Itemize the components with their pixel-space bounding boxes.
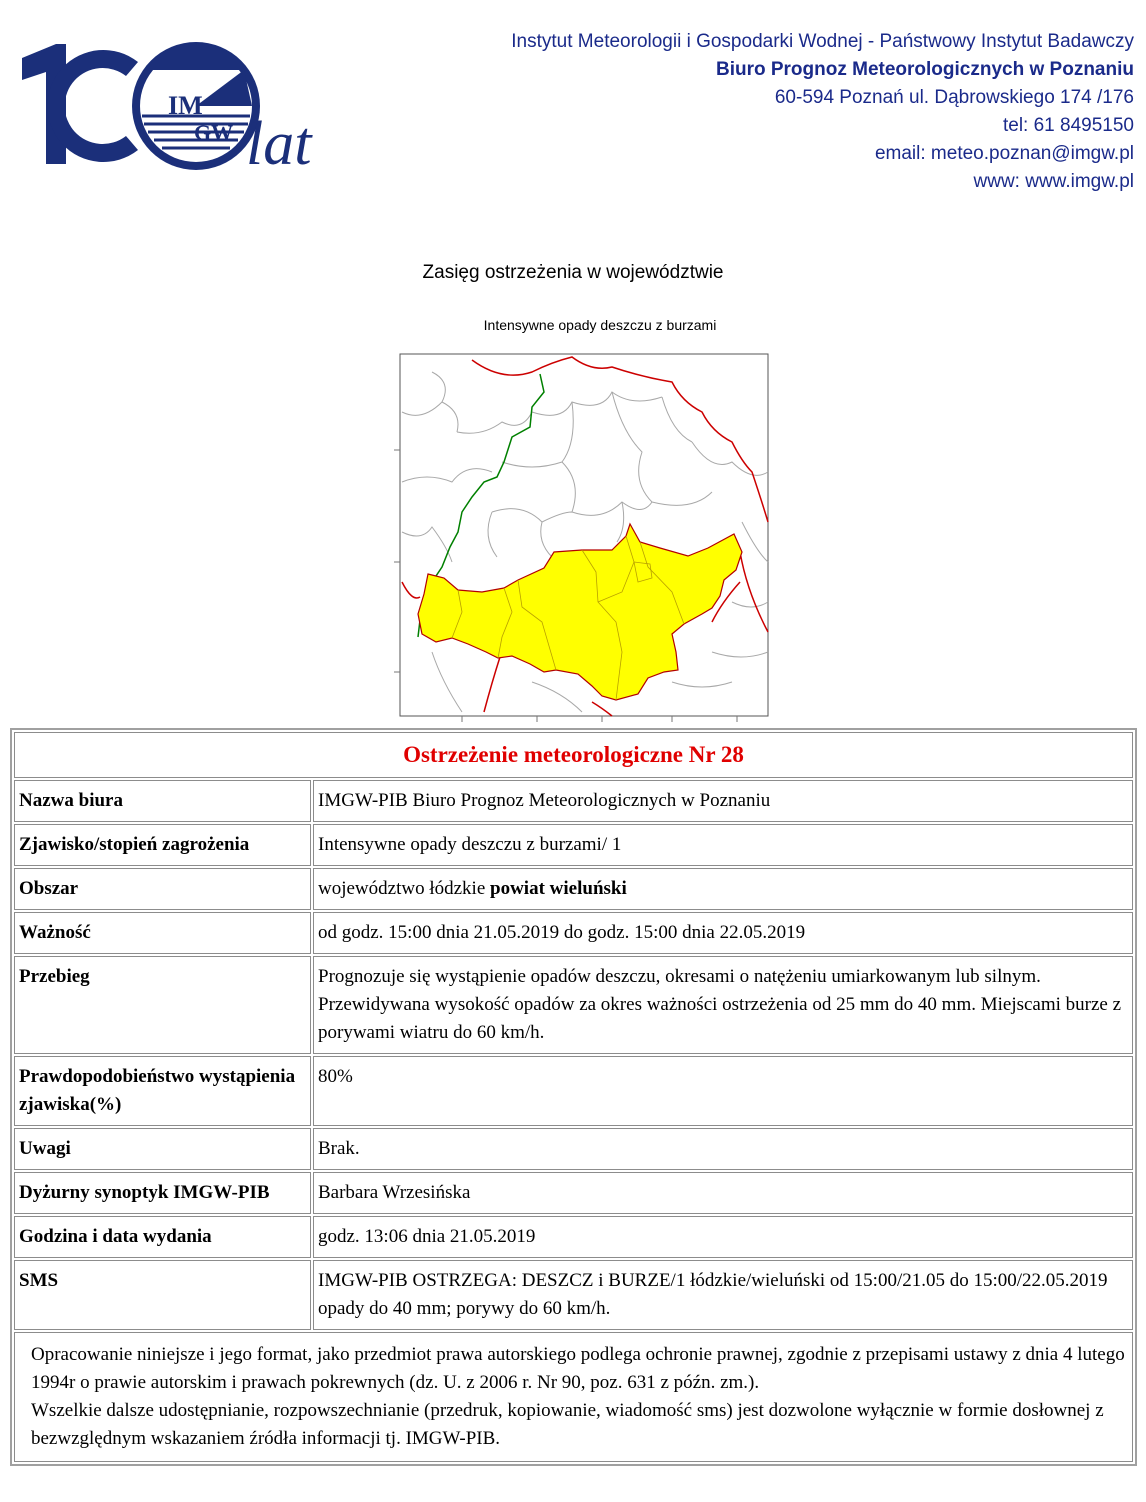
row-value-issued: godz. 13:06 dnia 21.05.2019 bbox=[313, 1216, 1133, 1258]
row-label-sms: SMS bbox=[14, 1260, 311, 1330]
row-value-remarks: Brak. bbox=[313, 1128, 1133, 1170]
row-label-area: Obszar bbox=[14, 868, 311, 910]
row-value-validity: od godz. 15:00 dnia 21.05.2019 do godz. 15:00 dnia 22.05.2019 bbox=[313, 912, 1133, 954]
imgw-100-lat-logo bbox=[18, 36, 328, 176]
table-row bbox=[14, 956, 1133, 1054]
row-label-forecaster: Dyżurny synoptyk IMGW-PIB bbox=[14, 1172, 311, 1214]
row-label-course: Przebieg bbox=[14, 956, 311, 1054]
row-value-probability: 80% bbox=[313, 1056, 1133, 1126]
row-label-issued: Godzina i data wydania bbox=[14, 1216, 311, 1258]
table-row bbox=[14, 1056, 1133, 1126]
warning-title: Ostrzeżenie meteorologiczne Nr 28 bbox=[14, 732, 1133, 778]
area-voivodeship: województwo łódzkie bbox=[318, 878, 486, 899]
office-phone: tel: 61 8495150 bbox=[1002, 115, 1134, 136]
row-label-remarks: Uwagi bbox=[14, 1128, 311, 1170]
row-value-sms: IMGW-PIB OSTRZEGA: DESZCZ i BURZE/1 łódzkie/wieluński od 15:00/21.05 do 15:00/22.05.2019 opady do 40 mm; porywy do 60 km/h. bbox=[313, 1260, 1133, 1330]
table-row bbox=[14, 1216, 1133, 1258]
table-row bbox=[14, 1128, 1133, 1170]
row-value-office: IMGW-PIB Biuro Prognoz Meteorologicznych w Poznaniu bbox=[313, 780, 1133, 822]
row-value-phenomenon: Intensywne opady deszczu z burzami/ 1 bbox=[313, 824, 1133, 866]
logo-emblem-bottom-text: GW bbox=[194, 120, 234, 145]
row-value-course: Prognozuje się wystąpienie opadów deszczu, okresami o natężeniu umiarkowanym lub silnym. Przewidywana wysokość opadów za okres ważności ostrzeżenia od 25 mm do 40 mm. Miejscami burze z porywami wiatru do 60 km/h. bbox=[313, 956, 1133, 1054]
row-label-office: Nazwa biura bbox=[14, 780, 311, 822]
office-name: Biuro Prognoz Meteorologicznych w Poznaniu bbox=[715, 59, 1134, 80]
warning-table-container bbox=[10, 728, 1137, 1466]
redistribution-note: Wszelkie dalsze udostępnianie, rozpowszechnianie (przedruk, kopiowanie, wiadomość sms) jest dozwolone wyłącznie w formie dosłownej z bezwzględnym wskazaniem źródła informacji tj. IMGW-PIB. bbox=[31, 1400, 1104, 1449]
row-label-validity: Ważność bbox=[14, 912, 311, 954]
office-email[interactable]: email: meteo.poznan@imgw.pl bbox=[874, 143, 1134, 164]
table-row bbox=[14, 824, 1133, 866]
area-county: powiat wieluński bbox=[490, 878, 627, 899]
map-title: Intensywne opady deszczu z burzami bbox=[483, 317, 717, 333]
logo-lat-text: lat bbox=[246, 110, 312, 176]
table-row bbox=[14, 912, 1133, 954]
warning-table bbox=[12, 730, 1135, 1464]
logo-emblem-top-text: IM bbox=[168, 91, 203, 120]
row-label-phenomenon: Zjawisko/stopień zagrożenia bbox=[14, 824, 311, 866]
contact-block bbox=[511, 28, 1134, 196]
row-label-probability: Prawdopodobieństwo wystąpienia zjawiska(%) bbox=[14, 1056, 311, 1126]
row-value-area bbox=[313, 868, 1133, 910]
row-value-forecaster: Barbara Wrzesińska bbox=[313, 1172, 1133, 1214]
office-website[interactable]: www: www.imgw.pl bbox=[973, 171, 1134, 192]
table-row bbox=[14, 1172, 1133, 1214]
office-address: 60-594 Poznań ul. Dąbrowskiego 174 /176 bbox=[774, 87, 1134, 108]
institute-name: Instytut Meteorologii i Gospodarki Wodnej - Państwowy Instytut Badawczy bbox=[511, 31, 1134, 52]
table-row bbox=[14, 1260, 1133, 1330]
table-row bbox=[14, 868, 1133, 910]
copyright-footer bbox=[14, 1332, 1133, 1462]
table-row bbox=[14, 780, 1133, 822]
copyright-note: Opracowanie niniejsze i jego format, jako przedmiot prawa autorskiego podlega ochronie prawnej, zgodnie z przepisami ustawy z dnia 4 lutego 1994r o prawie autorskim i prawach pokrewnych (dz. U. z 2006 r. Nr 90, poz. 631 z późn. zm.). bbox=[31, 1344, 1125, 1393]
map-heading: Zasięg ostrzeżenia w województwie bbox=[422, 262, 724, 283]
warning-area-map bbox=[372, 352, 772, 724]
